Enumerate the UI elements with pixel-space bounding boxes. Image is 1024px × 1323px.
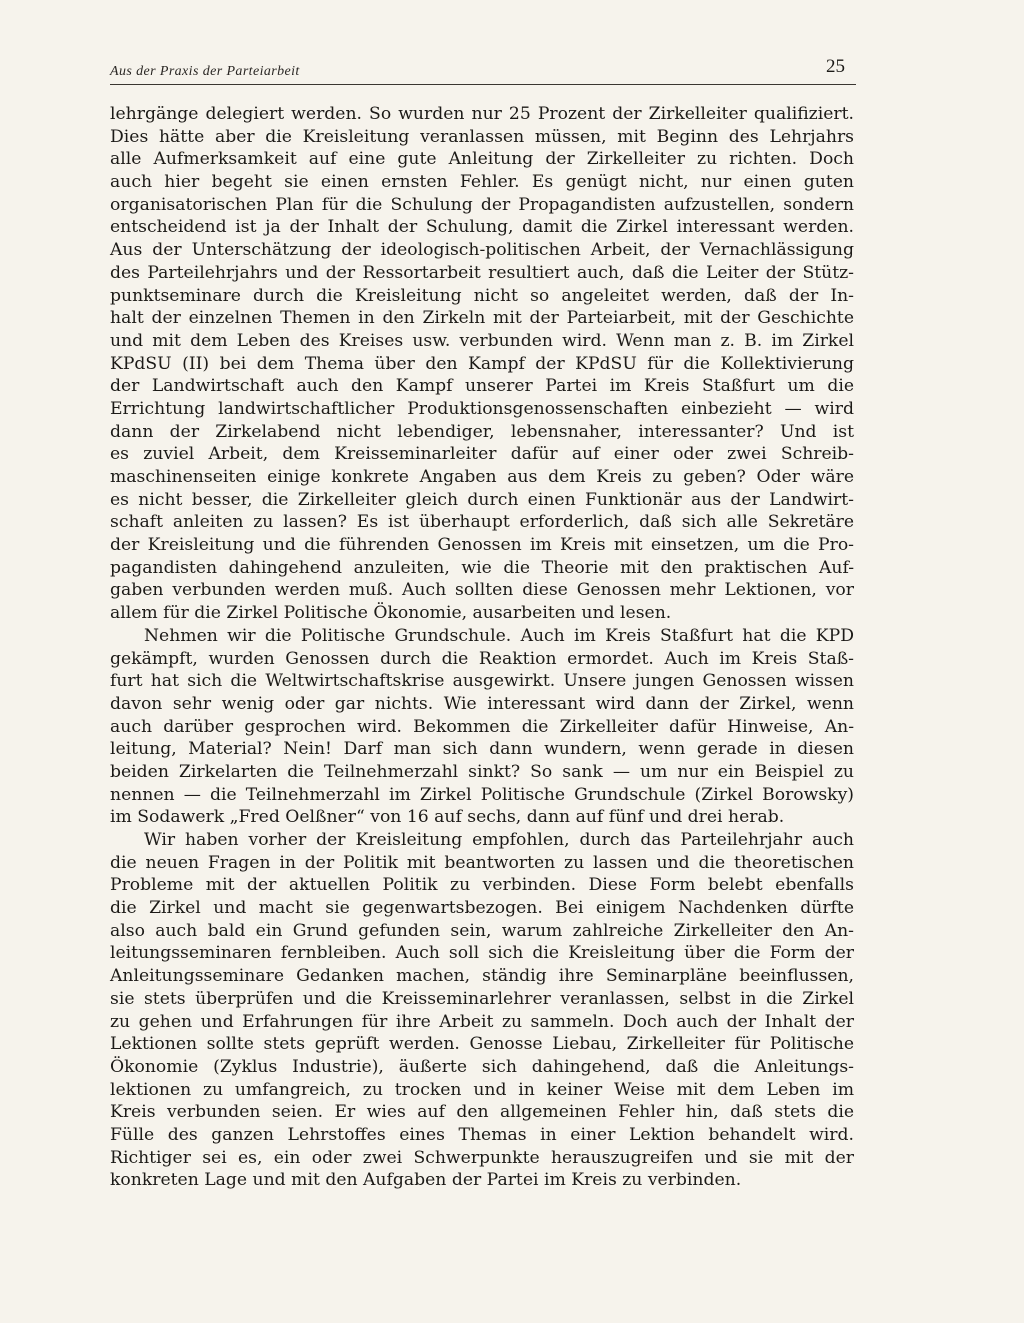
page-number: 25 xyxy=(826,56,845,77)
header-rule xyxy=(110,84,856,85)
text-line: also auch bald ein Grund gefunden sein, warum zahlreiche Zirkelleiter den An- xyxy=(110,920,854,941)
text-line: organisatorischen Plan für die Schulung der Propagandisten aufzustellen, sondern xyxy=(110,194,854,215)
text-line: furt hat sich die Weltwirtschaftskrise ausgewirkt. Unsere jungen Genossen wissen xyxy=(110,671,854,692)
text-line: und mit dem Leben des Kreises usw. verbunden wird. Wenn man z. B. im Zirkel xyxy=(110,330,854,351)
text-line: Wir haben vorher der Kreisleitung empfohlen, durch das Parteilehrjahr auch xyxy=(144,830,854,850)
text-line: davon sehr wenig oder gar nichts. Wie interessant wird dann der Zirkel, wenn xyxy=(110,693,854,714)
text-line: punktseminare durch die Kreisleitung nicht so angeleitet werden, daß der In- xyxy=(110,285,854,306)
text-line: allem für die Zirkel Politische Ökonomie, ausarbeiten und lesen. xyxy=(110,603,672,624)
text-line: dann der Zirkelabend nicht lebendiger, lebensnaher, interessanter? Und ist xyxy=(110,421,854,442)
text-line: maschinenseiten einige konkrete Angaben aus dem Kreis zu geben? Oder wäre xyxy=(110,467,854,487)
text-line: Kreis verbunden seien. Er wies auf den allgemeinen Fehler hin, daß stets die xyxy=(110,1102,854,1123)
text-line: es zuviel Arbeit, dem Kreisseminarleiter dafür auf einer oder zwei Schreib- xyxy=(110,444,854,465)
text-line: Richtiger sei es, ein oder zwei Schwerpunkte herauszugreifen und sie mit der xyxy=(110,1147,854,1168)
text-line: gekämpft, wurden Genossen durch die Reaktion ermordet. Auch im Kreis Staß- xyxy=(110,648,854,669)
text-line: die Zirkel und macht sie gegenwartsbezogen. Bei einigem Nachdenken dürfte xyxy=(110,898,854,919)
text-line: leitungsseminaren fernbleiben. Auch soll sich die Kreisleitung über die Form der xyxy=(110,943,854,964)
body-text xyxy=(110,103,854,1192)
text-line: Probleme mit der aktuellen Politik zu verbinden. Diese Form belebt ebenfalls xyxy=(110,875,854,896)
text-line: schaft anleiten zu lassen? Es ist überhaupt erforderlich, daß sich alle Sekretäre xyxy=(110,512,854,533)
text-line: Dies hätte aber die Kreisleitung veranlassen müssen, mit Beginn des Lehrjahrs xyxy=(110,126,854,147)
text-line: der Landwirtschaft auch den Kampf unserer Partei im Kreis Staßfurt um die xyxy=(110,376,854,397)
text-line: lektionen zu umfangreich, zu trocken und in keiner Weise mit dem Leben im xyxy=(110,1079,854,1100)
text-line: Anleitungsseminare Gedanken machen, ständig ihre Seminarpläne beeinflussen, xyxy=(110,966,854,987)
text-line: lehrgänge delegiert werden. So wurden nur 25 Prozent der Zirkelleiter qualifiziert. xyxy=(110,104,854,124)
text-line: pagandisten dahingehend anzuleiten, wie die Theorie mit den praktischen Auf- xyxy=(110,557,854,578)
text-line: leitung, Material? Nein! Darf man sich dann wundern, wenn gerade in diesen xyxy=(110,739,854,760)
text-line: auch darüber gesprochen wird. Bekommen die Zirkelleiter dafür Hinweise, An- xyxy=(110,716,854,737)
text-line: halt der einzelnen Themen in den Zirkeln mit der Parteiarbeit, mit der Geschichte xyxy=(110,308,854,329)
paragraph-2 xyxy=(110,625,854,829)
text-line: gaben verbunden werden muß. Auch sollten diese Genossen mehr Lektionen, vor xyxy=(110,580,854,601)
text-line: auch hier begeht sie einen ernsten Fehler. Es genügt nicht, nur einen guten xyxy=(110,172,854,193)
text-line: konkreten Lage und mit den Aufgaben der Partei im Kreis zu verbinden. xyxy=(110,1170,742,1191)
text-line: Errichtung landwirtschaftlicher Produktionsgenossenschaften einbezieht — wird xyxy=(110,398,854,419)
text-line: nennen — die Teilnehmerzahl im Zirkel Politische Grundschule (Zirkel Borowsky) xyxy=(110,784,854,805)
text-line: die neuen Fragen in der Politik mit beantworten zu lassen und die theoretischen xyxy=(110,852,854,873)
text-line: alle Aufmerksamkeit auf eine gute Anleitung der Zirkelleiter zu richten. Doch xyxy=(110,149,854,170)
text-line: entscheidend ist ja der Inhalt der Schulung, damit die Zirkel interessant werden. xyxy=(110,217,854,238)
text-line: es nicht besser, die Zirkelleiter gleich durch einen Funktionär aus der Landwirt- xyxy=(110,489,854,510)
text-line: KPdSU (II) bei dem Thema über den Kampf der KPdSU für die Kollektivierung xyxy=(110,353,854,374)
paragraph-3 xyxy=(110,829,854,1192)
text-line: beiden Zirkelarten die Teilnehmerzahl sinkt? So sank — um nur ein Beispiel zu xyxy=(110,761,854,782)
running-title: Aus der Praxis der Parteiarbeit xyxy=(110,64,300,79)
text-line: Lektionen sollte stets geprüft werden. Genosse Liebau, Zirkelleiter für Politische xyxy=(110,1034,854,1055)
text-line: im Sodawerk „Fred Oelßner“ von 16 auf sechs, dann auf fünf und drei herab. xyxy=(110,807,785,828)
text-line: des Parteilehrjahrs und der Ressortarbeit resultiert auch, daß die Leiter der Stütz- xyxy=(110,262,854,283)
text-line: der Kreisleitung und die führenden Genossen im Kreis mit einsetzen, um die Pro- xyxy=(110,535,854,556)
text-line: zu gehen und Erfahrungen für ihre Arbeit zu sammeln. Doch auch der Inhalt der xyxy=(110,1011,854,1032)
text-line: Fülle des ganzen Lehrstoffes eines Themas in einer Lektion behandelt wird. xyxy=(110,1124,854,1145)
text-line: Ökonomie (Zyklus Industrie), äußerte sich dahingehend, daß die Anleitungs- xyxy=(110,1056,854,1077)
text-line: Aus der Unterschätzung der ideologisch-politischen Arbeit, der Vernachlässigung xyxy=(110,240,854,261)
paragraph-1 xyxy=(110,103,854,625)
text-line: sie stets überprüfen und die Kreisseminarlehrer veranlassen, selbst in die Zirkel xyxy=(110,988,854,1009)
text-line: Nehmen wir die Politische Grundschule. Auch im Kreis Staßfurt hat die KPD xyxy=(144,625,854,646)
